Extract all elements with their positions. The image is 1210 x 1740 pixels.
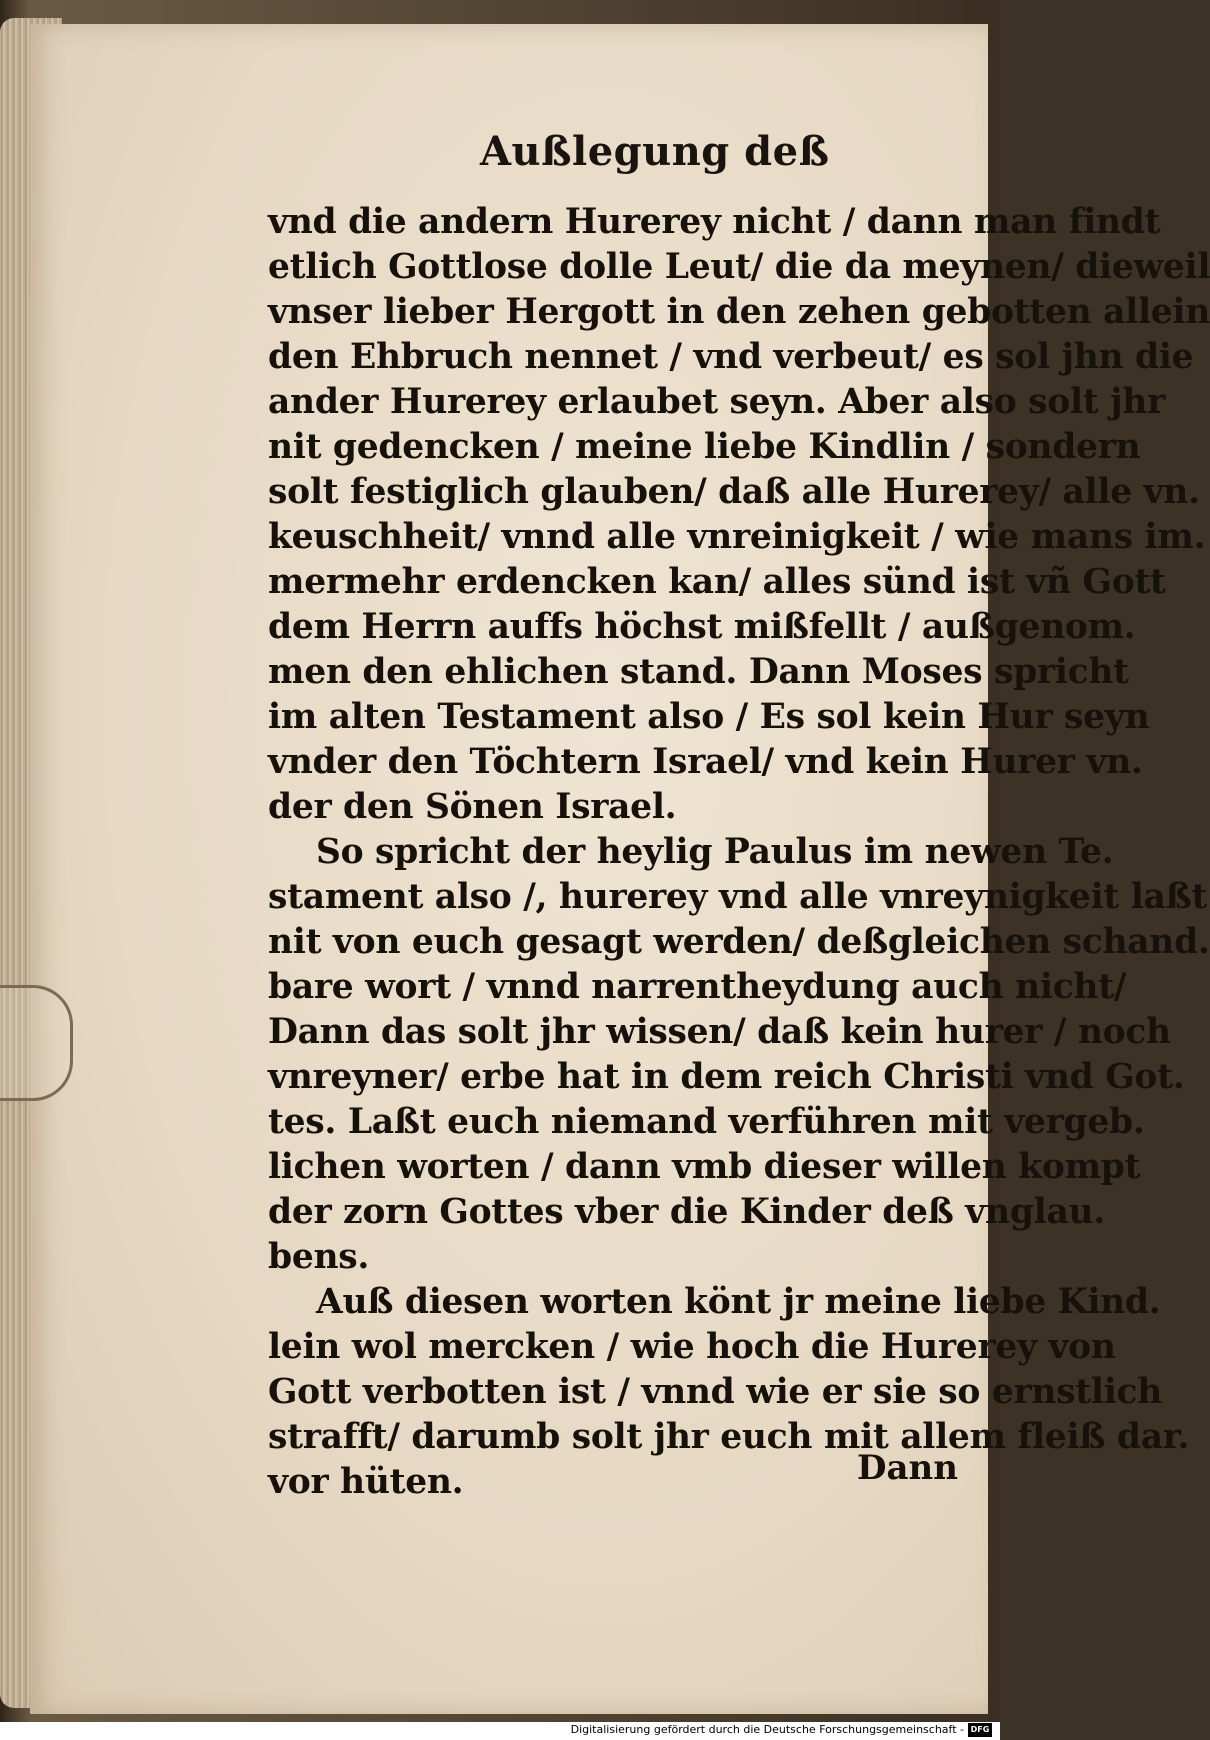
dfg-logo-icon: DFG <box>968 1723 992 1737</box>
catchword: Dann <box>857 1448 958 1488</box>
text-line: nit gedencken / meine liebe Kindlin / sondern <box>268 427 1141 467</box>
book-clasp <box>0 985 73 1101</box>
text-line: im alten Testament also / Es sol kein Hur seyn <box>268 697 1150 737</box>
text-line: So spricht der heylig Paulus im newen Te. <box>316 832 1114 872</box>
text-line: ander Hurerey erlaubet seyn. Aber also solt jhr <box>268 382 1165 422</box>
text-line: mermehr erdencken kan/ alles sünd ist vñ Gott <box>268 562 1166 602</box>
text-line: nit von euch gesagt werden/ deßgleichen schand. <box>268 922 1210 962</box>
text-line: bens. <box>268 1237 370 1277</box>
text-line: dem Herrn auffs höchst mißfellt / außgenom. <box>268 607 1136 647</box>
text-line: solt festiglich glauben/ daß alle Hurerey/ alle vn. <box>268 472 1200 512</box>
text-line: Dann das solt jhr wissen/ daß kein hurer / noch <box>268 1012 1171 1052</box>
text-line: vnser lieber Hergott in den zehen gebotten allein <box>268 292 1210 332</box>
text-line: den Ehbruch nennet / vnd verbeut/ es sol jhn die <box>268 337 1194 377</box>
text-line: strafft/ darumb solt jhr euch mit allem fleiß dar. <box>268 1417 1190 1457</box>
text-line: bare wort / vnnd narrentheydung auch nicht/ <box>268 967 1127 1007</box>
text-line: etlich Gottlose dolle Leut/ die da meynen/ dieweil <box>268 247 1210 287</box>
text-line: vnreyner/ erbe hat in dem reich Christi vnd Got. <box>268 1057 1185 1097</box>
body-text <box>268 200 1210 1505</box>
text-line: vnd die andern Hurerey nicht / dann man findt <box>268 202 1161 242</box>
text-line: lichen worten / dann vmb dieser willen kompt <box>268 1147 1141 1187</box>
text-line: vor hüten. <box>268 1462 464 1502</box>
text-line: der den Sönen Israel. <box>268 787 677 827</box>
running-header: Außlegung deß <box>480 128 830 175</box>
text-line: tes. Laßt euch niemand verführen mit vergeb. <box>268 1102 1145 1142</box>
text-line: der zorn Gottes vber die Kinder deß vnglau. <box>268 1192 1105 1232</box>
text-line: vnder den Töchtern Israel/ vnd kein Hurer vn. <box>268 742 1143 782</box>
text-line: men den ehlichen stand. Dann Moses spricht <box>268 652 1129 692</box>
text-line: Gott verbotten ist / vnnd wie er sie so ernstlich <box>268 1372 1163 1412</box>
text-line: keuschheit/ vnnd alle vnreinigkeit / wie mans im. <box>268 517 1206 557</box>
text-line: lein wol mercken / wie hoch die Hurerey von <box>268 1327 1116 1367</box>
digitization-credit: Digitalisierung gefördert durch die Deutsche Forschungsgemeinschaft - <box>570 1723 964 1736</box>
text-line: stament also /, hurerey vnd alle vnreynigkeit laßt <box>268 877 1208 917</box>
text-line: Auß diesen worten könt jr meine liebe Kind. <box>316 1282 1161 1322</box>
